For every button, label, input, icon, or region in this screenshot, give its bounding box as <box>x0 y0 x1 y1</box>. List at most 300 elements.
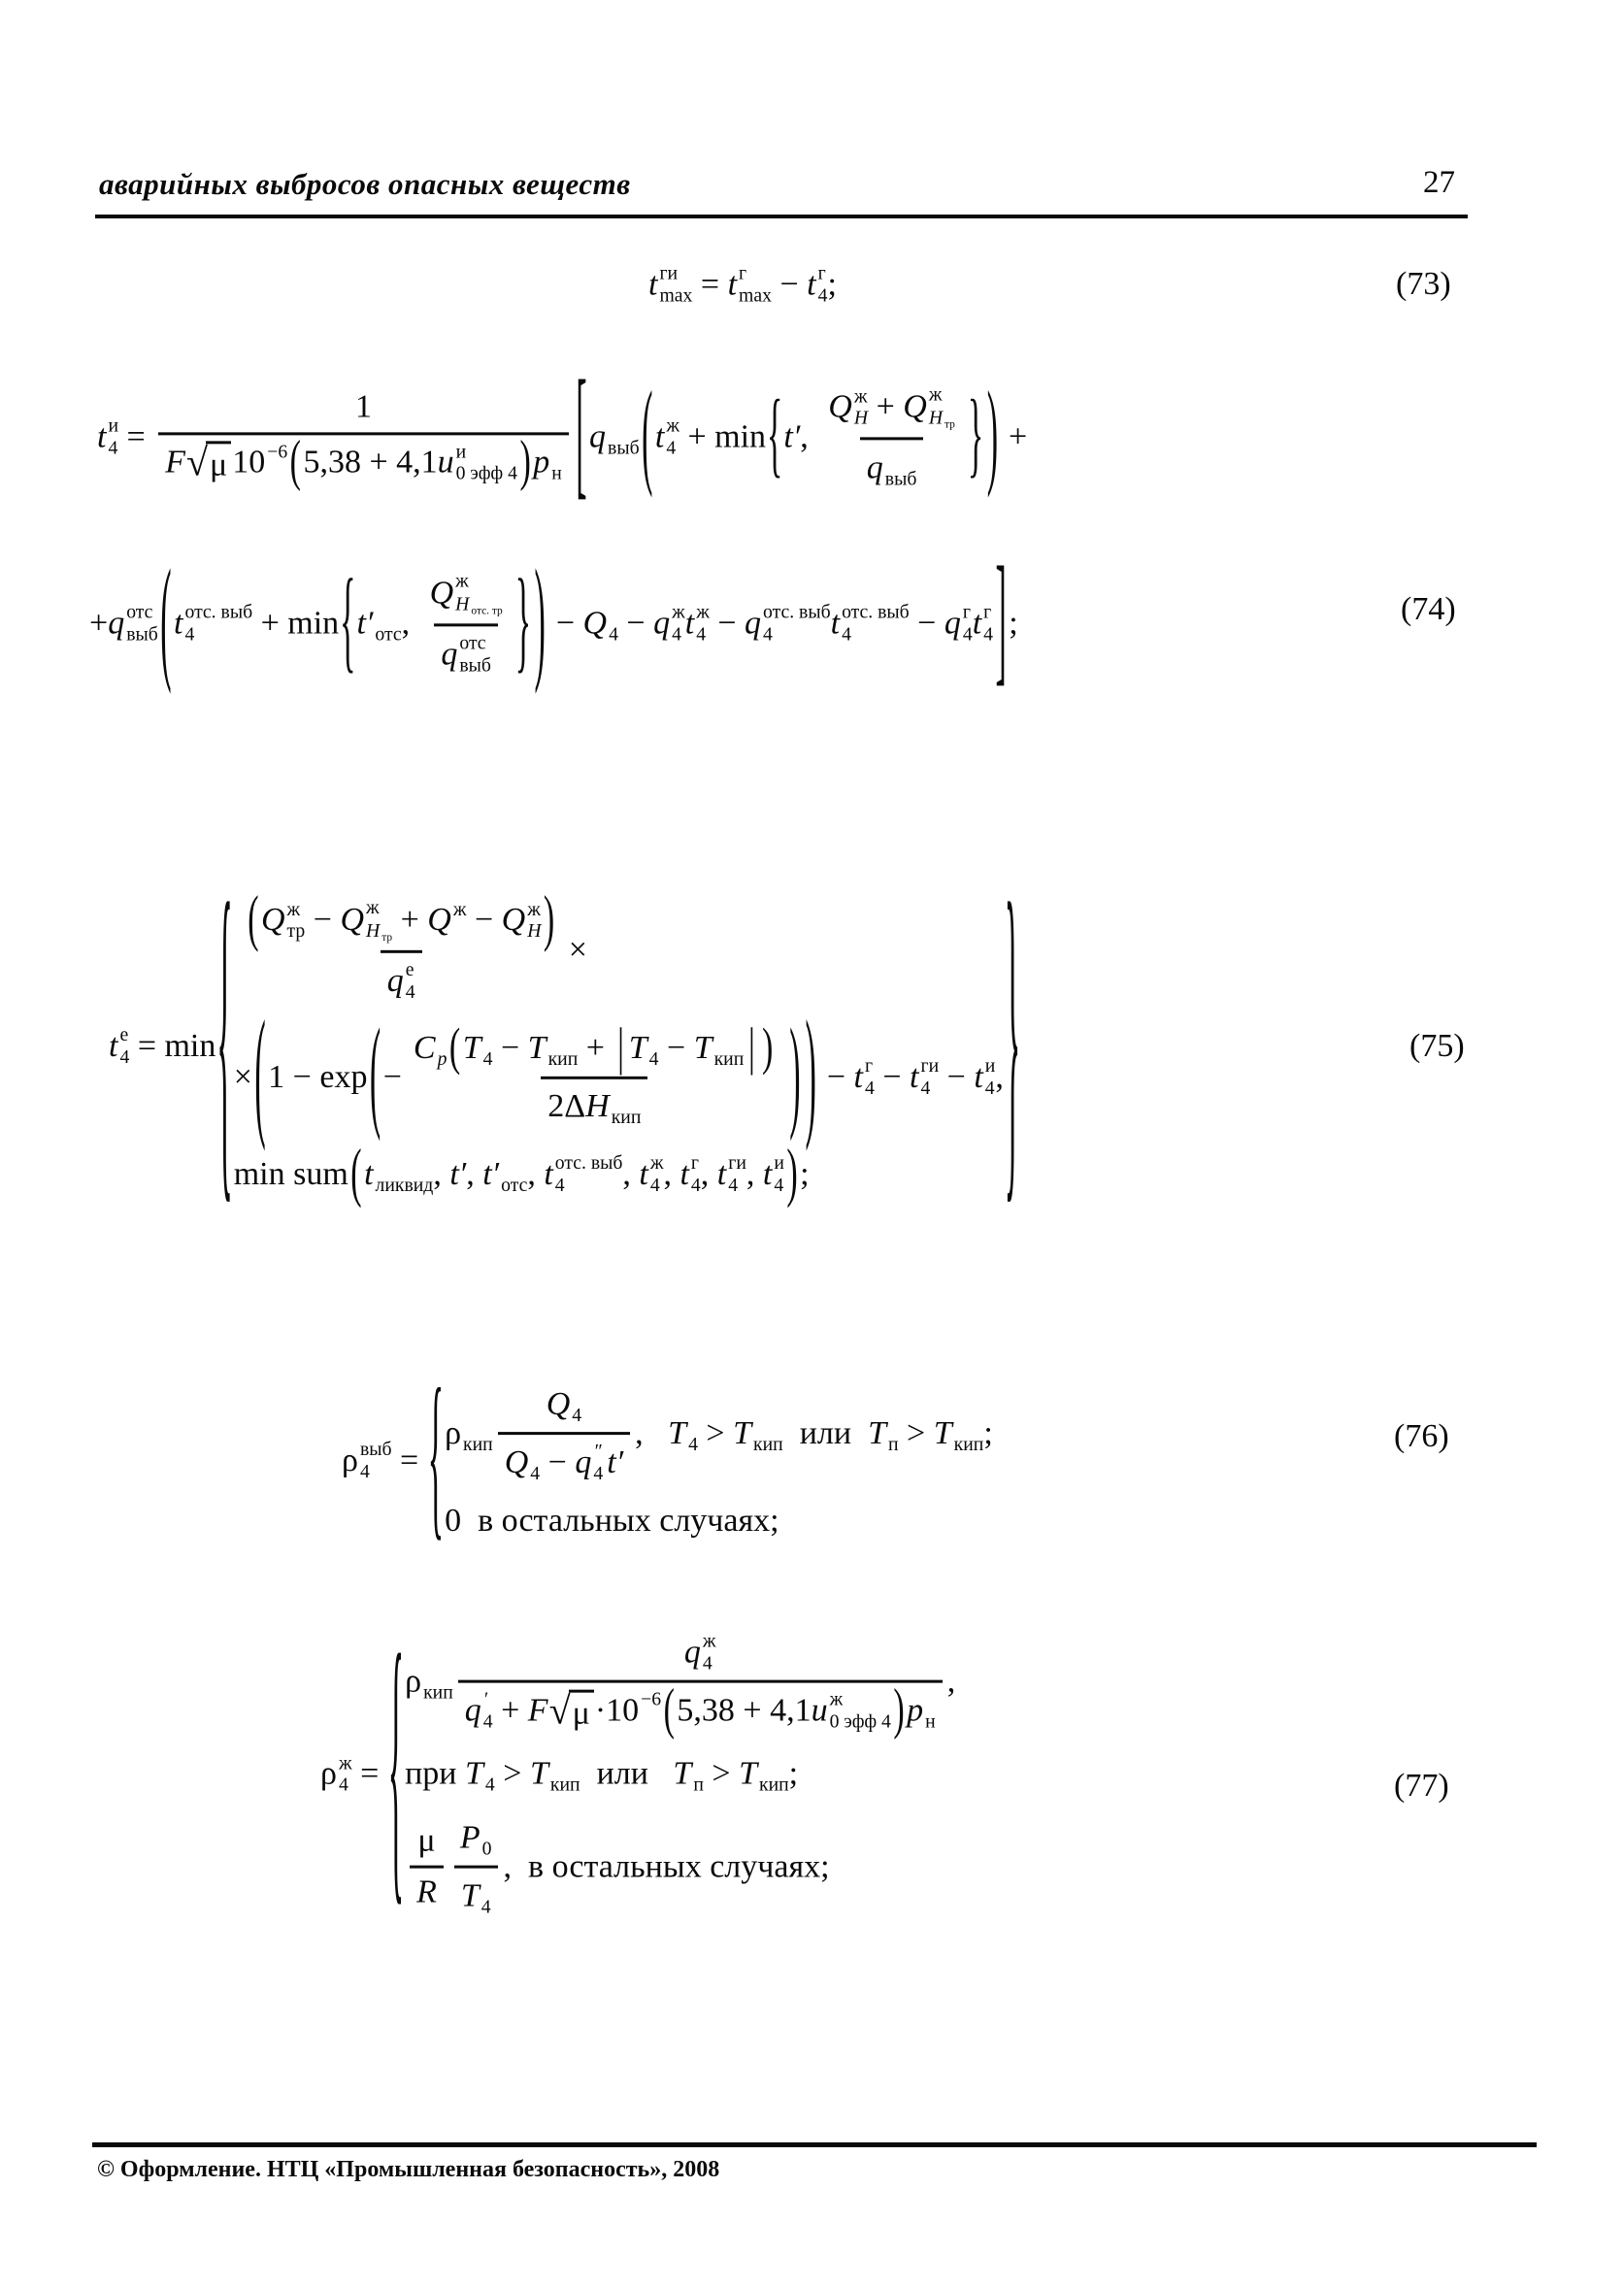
math-i: C <box>413 1029 436 1066</box>
math-t: ж <box>672 601 685 623</box>
math-scripts <box>696 601 710 645</box>
math-t: ги <box>728 1151 746 1174</box>
equation-number-74: (74) <box>1401 591 1456 627</box>
math-t: г <box>864 1055 874 1078</box>
math-i: q <box>653 604 671 641</box>
math-big-glyph: ( <box>642 370 653 500</box>
page-number: 27 <box>1423 165 1455 200</box>
math-scripts <box>609 601 618 645</box>
math-t: отс <box>126 601 153 623</box>
math-big <box>575 355 588 514</box>
math-ss <box>461 1874 491 1918</box>
math-ss <box>505 1441 540 1484</box>
math-d <box>455 592 503 617</box>
math-d <box>963 623 973 646</box>
math-ss <box>903 383 955 431</box>
math-big <box>613 1018 627 1077</box>
math-big-glyph: ( <box>248 885 259 954</box>
math-scripts <box>463 1411 493 1455</box>
math-i: t <box>639 1155 648 1192</box>
math-ss <box>733 1411 783 1455</box>
math-arg <box>569 1690 594 1733</box>
math-u <box>929 383 955 406</box>
math-ss <box>668 1411 698 1455</box>
math-d <box>375 623 401 646</box>
math-scripts <box>423 1660 453 1704</box>
math-big <box>761 1018 775 1077</box>
math-i: T <box>628 1029 647 1066</box>
math-i: t <box>910 1058 919 1095</box>
math-u <box>375 601 401 623</box>
math-ss <box>320 1752 352 1796</box>
math-t: и <box>984 1055 996 1078</box>
math-t: ж <box>853 385 868 408</box>
math-u <box>483 1026 493 1048</box>
math-t: − <box>305 902 341 939</box>
math-scripts <box>108 414 118 458</box>
math-u <box>548 1026 579 1048</box>
math-t: отс. выб <box>763 601 831 623</box>
math-big-glyph: ( <box>369 1007 381 1144</box>
math-ss <box>828 385 868 429</box>
math-t: или <box>580 1755 674 1792</box>
math-t: − <box>939 1058 975 1095</box>
math-d <box>108 437 118 459</box>
math-t: отс. тр <box>471 605 503 617</box>
math-u <box>693 1752 704 1774</box>
math-t: 10 <box>606 1692 640 1729</box>
math-scripts <box>551 441 562 484</box>
math-t: кип <box>713 1047 745 1070</box>
math-ss <box>639 1152 663 1196</box>
math-d <box>983 623 993 646</box>
math-d <box>641 1711 661 1734</box>
math-t: , <box>663 1155 680 1192</box>
math-scripts <box>885 446 917 489</box>
math-t: ж <box>666 414 679 437</box>
math-t: 4 <box>864 1077 875 1099</box>
formula-74-line-1 <box>97 355 1028 514</box>
math-stack-row <box>234 885 587 1003</box>
math-d <box>453 920 467 943</box>
math-t: · <box>594 1692 607 1729</box>
math-t: 4 <box>688 1433 698 1455</box>
math-i: H <box>455 593 470 615</box>
math-t: + <box>1000 417 1028 454</box>
math-ss <box>745 601 831 645</box>
math-t: г <box>739 262 747 284</box>
math-t: − <box>466 902 502 939</box>
math-t: 4 <box>774 1174 784 1196</box>
math-u <box>865 1055 875 1078</box>
math-t: ж <box>696 601 710 623</box>
math-t: − <box>818 1058 854 1095</box>
math-t: ж <box>366 896 380 918</box>
math-t: , в остальных случаях; <box>503 1848 830 1885</box>
math-den <box>381 950 422 1003</box>
math-ss <box>653 601 685 645</box>
math-i: q <box>575 1444 592 1481</box>
math-i: p <box>533 444 550 481</box>
math-t: ликвид <box>375 1174 434 1196</box>
math-ss <box>366 919 392 945</box>
math-big <box>159 546 173 697</box>
math-u <box>287 899 306 921</box>
equation-number-75: (75) <box>1409 1028 1465 1064</box>
math-t: и <box>108 414 118 437</box>
math-scripts <box>983 601 993 645</box>
math-scripts <box>954 1411 984 1455</box>
math-t: кип <box>423 1681 453 1704</box>
math-big-glyph: ) <box>986 370 999 500</box>
math-row <box>648 262 837 306</box>
math-d <box>854 408 868 430</box>
math-t: 4 <box>649 1174 660 1196</box>
math-u <box>381 919 392 932</box>
math-t: п <box>693 1774 704 1796</box>
math-u <box>954 1411 984 1434</box>
math-d <box>548 1048 579 1071</box>
math-u <box>482 1816 492 1839</box>
math-ss <box>414 1026 447 1070</box>
math-t: кип <box>753 1433 783 1455</box>
math-big <box>518 431 532 493</box>
math-t: 4 <box>405 980 415 1003</box>
math-stack-row <box>405 1630 956 1741</box>
math-i: t′ <box>783 417 801 454</box>
math-t: > <box>494 1755 530 1792</box>
math-big-glyph: ) <box>534 546 546 697</box>
math-t: выб <box>884 467 917 489</box>
math-num <box>239 885 564 954</box>
math-frac <box>158 388 569 493</box>
math-t: отс. выб <box>184 601 253 623</box>
math-ss <box>673 1752 703 1796</box>
math-stack-row <box>233 996 1004 1155</box>
math-t: − <box>658 1029 694 1066</box>
math-row <box>828 383 955 431</box>
math-scripts <box>438 1026 447 1070</box>
math-i: T <box>693 1029 713 1066</box>
math-t: выб <box>608 436 640 458</box>
math-d <box>381 932 392 945</box>
math-t: = min <box>129 1027 216 1064</box>
math-t: г <box>962 601 971 623</box>
math-ss <box>405 1660 453 1704</box>
math-u <box>455 570 503 592</box>
math-scripts <box>483 1689 493 1733</box>
math-t: 10 <box>232 444 266 481</box>
math-t: ж <box>338 1752 352 1774</box>
math-stack <box>233 885 1004 1210</box>
math-t: 4 <box>359 1460 370 1482</box>
math-u <box>555 1152 623 1175</box>
math-t: г <box>690 1151 700 1174</box>
math-t: е <box>119 1024 129 1046</box>
math-big <box>788 1007 802 1144</box>
math-d <box>842 623 910 646</box>
math-d <box>649 1048 659 1071</box>
math-ss <box>441 632 491 676</box>
math-t: ρ <box>320 1755 337 1792</box>
math-i: t′ <box>449 1155 467 1192</box>
math-ss <box>174 601 252 645</box>
math-ss <box>831 601 910 645</box>
math-i: t <box>648 265 658 302</box>
math-t: кип <box>759 1774 789 1796</box>
math-i: t <box>364 1155 374 1192</box>
math-i: Q <box>260 902 285 939</box>
math-d <box>763 623 831 646</box>
math-i: p <box>907 1692 924 1729</box>
math-t: выб <box>459 653 491 676</box>
math-u <box>703 1631 716 1653</box>
math-big <box>247 885 260 954</box>
math-big <box>892 1679 906 1741</box>
math-u <box>985 1055 996 1078</box>
math-ss <box>575 1441 603 1484</box>
math-ss <box>679 1152 700 1196</box>
math-t: 0 <box>481 1838 492 1860</box>
math-t: ; <box>1009 604 1018 641</box>
math-d <box>267 463 287 485</box>
math-ss <box>589 414 640 458</box>
math-t: + min <box>679 417 767 454</box>
math-t: 4 <box>593 1463 604 1485</box>
math-u <box>471 592 502 605</box>
math-t: 4 <box>184 622 195 645</box>
math-i: F <box>165 444 185 481</box>
math-scripts <box>119 1024 129 1068</box>
math-u <box>854 385 868 408</box>
math-row <box>547 1084 641 1128</box>
math-u <box>830 1689 891 1711</box>
math-row <box>405 1752 798 1796</box>
math-t: тр <box>286 920 306 943</box>
math-d <box>366 919 392 945</box>
math-num <box>821 383 962 437</box>
math-t: = <box>351 1755 387 1792</box>
math-scripts <box>126 601 158 645</box>
math-i: T <box>465 1755 483 1792</box>
math-i: T <box>868 1414 886 1451</box>
math-t: 4 <box>842 622 851 645</box>
math-i: Q <box>828 388 852 425</box>
math-big-glyph: ] <box>995 542 1007 701</box>
math-t: = <box>391 1442 427 1478</box>
math-scripts <box>753 1411 783 1455</box>
math-d <box>693 1774 704 1797</box>
math-u <box>267 441 287 463</box>
math-d <box>612 1107 642 1129</box>
math-d <box>572 1405 581 1427</box>
math-i: q <box>866 448 883 485</box>
math-t: 5,38 + 4,1 <box>677 1692 812 1729</box>
math-t: − <box>547 604 583 641</box>
math-t: 4 <box>119 1045 130 1068</box>
math-u <box>551 441 562 463</box>
math-stack-row <box>233 1137 810 1210</box>
math-big-glyph: ) <box>543 885 555 954</box>
math-i: Q <box>340 902 364 939</box>
math-row <box>246 885 557 954</box>
math-stack-row <box>405 1752 798 1796</box>
math-ss <box>340 897 392 945</box>
math-scripts <box>471 592 502 617</box>
math-den <box>498 1432 630 1484</box>
math-d <box>830 1711 891 1734</box>
math-i: Q <box>501 902 526 939</box>
math-d <box>759 1774 789 1797</box>
math-u <box>481 1874 491 1897</box>
math-i: T <box>673 1755 692 1792</box>
math-ss <box>694 1026 745 1070</box>
math-i: q <box>464 1692 481 1729</box>
math-scripts <box>945 406 955 431</box>
math-t: μ <box>417 1822 436 1859</box>
math-t: ж <box>829 1688 844 1710</box>
math-t: 4 <box>690 1174 701 1196</box>
math-scripts <box>572 1382 581 1426</box>
math-t: выб <box>359 1439 392 1461</box>
math-d <box>774 1174 784 1196</box>
math-u <box>963 601 973 623</box>
math-ss <box>438 441 517 484</box>
math-d <box>423 1681 453 1704</box>
math-row <box>445 1503 779 1540</box>
math-u <box>691 1152 701 1175</box>
math-t: ж <box>527 898 541 920</box>
math-d <box>119 1046 129 1069</box>
math-i: H <box>585 1088 610 1125</box>
math-scripts <box>666 414 679 458</box>
math-d <box>666 437 679 459</box>
math-big-glyph: } <box>967 382 984 488</box>
math-big-glyph: } <box>514 558 532 684</box>
math-u <box>641 1689 661 1711</box>
math-big <box>427 1357 445 1559</box>
math-t: 4 <box>530 1463 541 1485</box>
math-u <box>438 1026 447 1048</box>
math-scripts <box>641 1689 661 1733</box>
math-frac <box>458 1630 943 1741</box>
math-ss <box>261 899 305 943</box>
math-i: q <box>589 417 607 454</box>
math-t: 4 <box>572 1404 582 1426</box>
math-d <box>376 1174 434 1196</box>
math-i: T <box>462 1029 481 1066</box>
math-i: Q <box>903 388 927 425</box>
equation-number-76: (76) <box>1394 1418 1449 1454</box>
math-t: > <box>898 1414 934 1451</box>
math-i: Q <box>504 1444 529 1481</box>
math-big <box>662 1679 676 1741</box>
math-u <box>728 1152 746 1175</box>
math-i: T <box>668 1414 687 1451</box>
math-ss <box>934 1411 984 1455</box>
math-u <box>696 601 710 623</box>
math-ss <box>97 414 118 458</box>
math-scripts <box>759 1752 789 1796</box>
math-t: н <box>551 462 562 484</box>
math-u <box>406 959 415 981</box>
math-ss <box>465 1689 493 1733</box>
math-scripts <box>925 1689 936 1733</box>
math-ss <box>606 1689 661 1733</box>
math-i: t <box>727 265 738 302</box>
math-scripts <box>501 1152 527 1196</box>
math-big <box>288 431 302 493</box>
math-big <box>745 1018 758 1077</box>
math-i: T <box>739 1755 757 1792</box>
math-num <box>453 1816 499 1866</box>
math-row <box>320 1605 956 1936</box>
math-t: и <box>774 1151 784 1174</box>
math-big <box>542 885 555 954</box>
math-big <box>994 542 1008 701</box>
math-scripts <box>184 601 252 645</box>
math-t: = <box>692 265 728 302</box>
footer-copyright: © Оформление. НТЦ «Промышленная безопасность», 2008 <box>97 2157 720 2182</box>
math-u <box>463 1411 493 1434</box>
math-i: Q <box>427 902 451 939</box>
math-d <box>885 468 917 490</box>
math-num <box>540 1382 588 1432</box>
math-t: 4 <box>728 1174 739 1196</box>
math-big-glyph: ) <box>786 1137 798 1210</box>
math-scripts <box>728 1152 746 1196</box>
math-d <box>714 1048 745 1071</box>
math-t: ; <box>788 1755 799 1792</box>
math-ss <box>357 601 402 645</box>
math-d <box>925 1711 936 1734</box>
math-i: t <box>807 265 816 302</box>
math-i: t <box>974 1058 983 1095</box>
math-row <box>165 431 562 493</box>
math-frac <box>423 570 510 676</box>
math-d <box>481 1897 491 1919</box>
math-big-glyph: [ <box>576 355 587 514</box>
math-scripts <box>555 1152 623 1196</box>
math-ss <box>807 262 827 306</box>
math-scripts <box>366 897 392 945</box>
math-u <box>483 1689 493 1711</box>
math-d <box>650 1174 664 1196</box>
math-stack <box>405 1631 955 1919</box>
math-u <box>108 414 118 437</box>
math-t: 4 <box>817 284 828 306</box>
math-t: − <box>540 1444 576 1481</box>
math-row <box>405 1816 829 1919</box>
math-t: , <box>746 1155 763 1192</box>
math-i: t <box>972 604 982 641</box>
math-i: t <box>654 417 665 454</box>
math-t: ρ <box>445 1414 462 1451</box>
math-u <box>688 1411 698 1434</box>
math-i: q <box>944 604 961 641</box>
math-big <box>641 370 654 500</box>
math-scripts <box>548 1026 579 1070</box>
math-big <box>340 558 356 684</box>
math-d <box>339 1774 352 1797</box>
math-d <box>888 1434 899 1456</box>
math-scripts <box>963 601 973 645</box>
math-i: R <box>416 1874 437 1911</box>
math-t: + <box>492 1692 528 1729</box>
math-d <box>485 1774 495 1797</box>
math-ss <box>684 1631 716 1675</box>
math-row <box>464 1679 936 1741</box>
